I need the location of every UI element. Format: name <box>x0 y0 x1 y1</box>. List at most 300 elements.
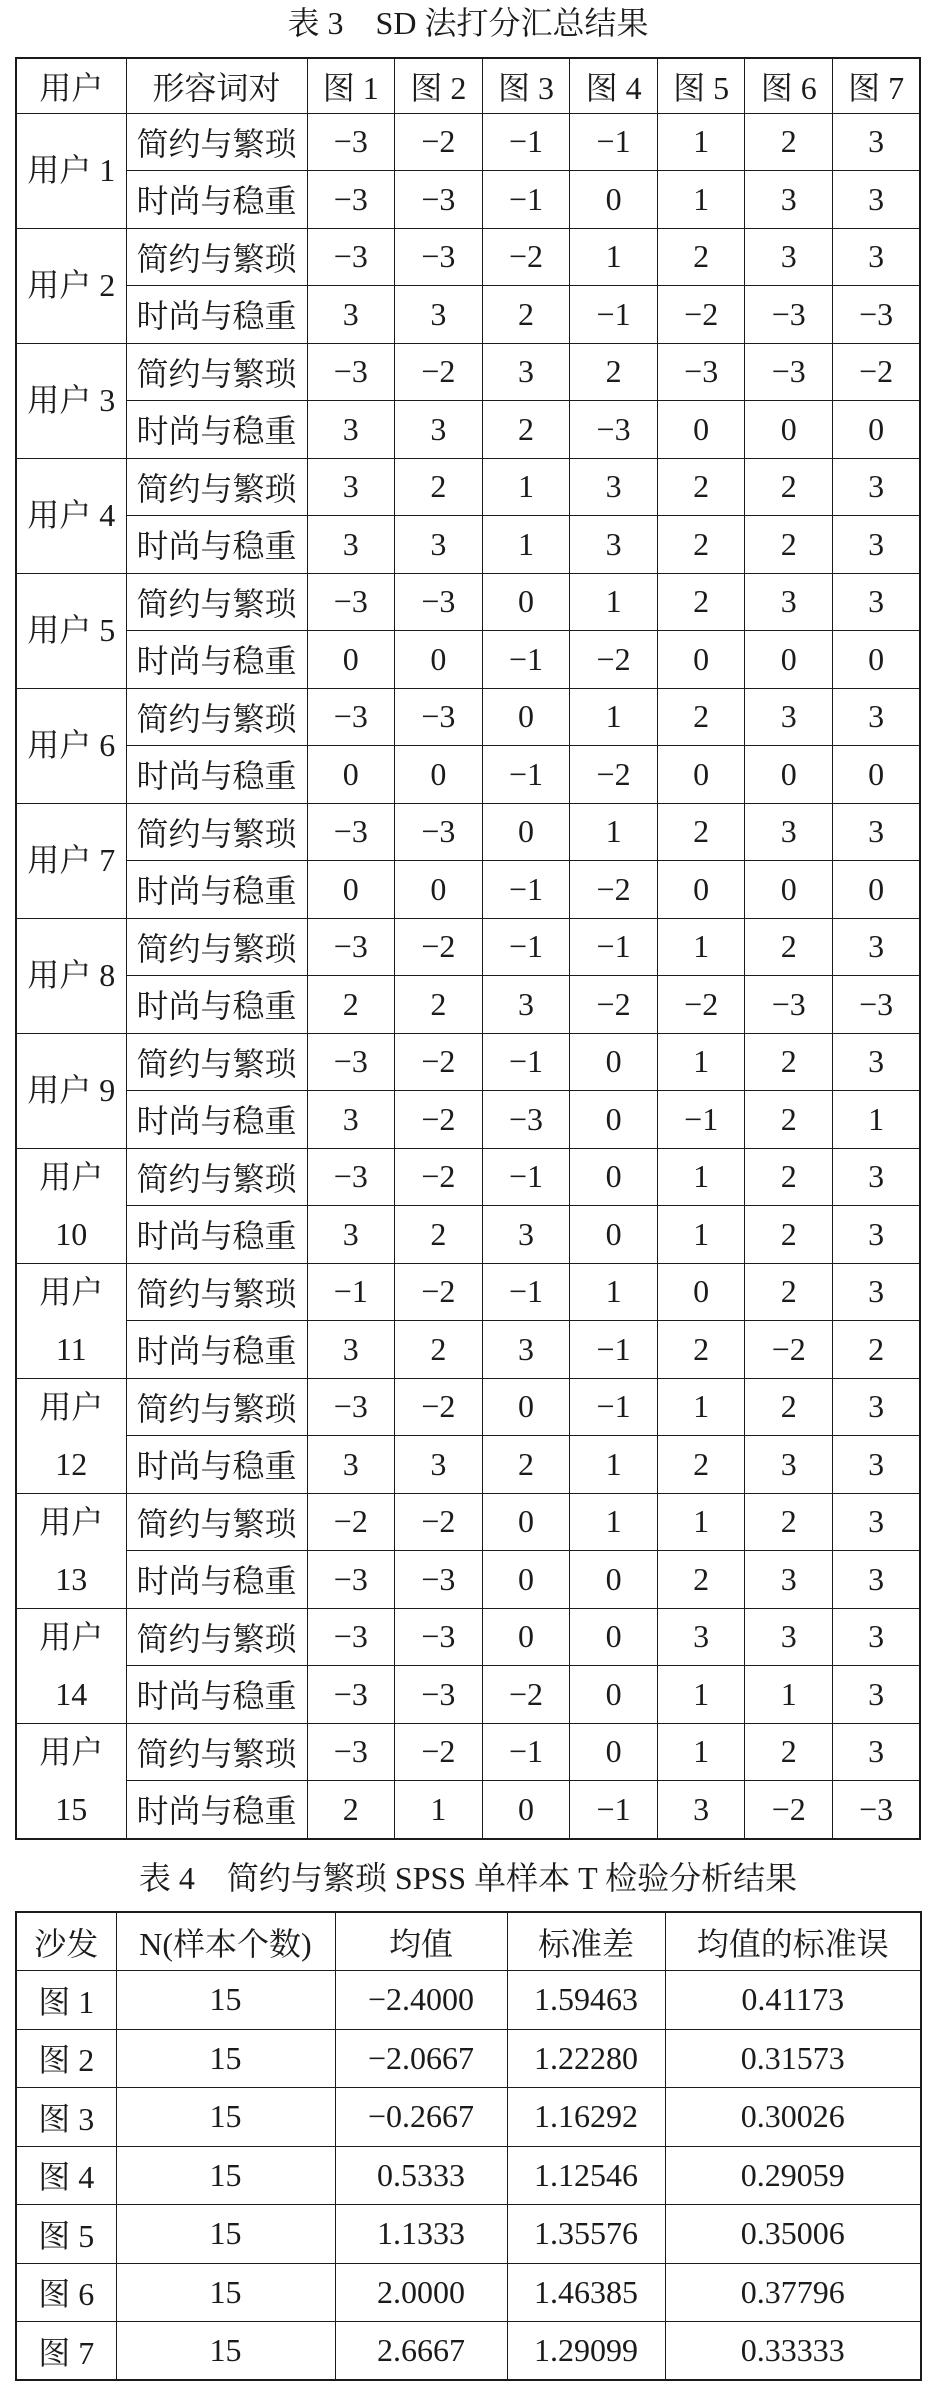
score-cell: 1 <box>657 1666 745 1724</box>
user-label: 用户 4 <box>27 497 116 533</box>
value-cell: 1.12546 <box>507 2146 665 2205</box>
score-cell: 3 <box>745 171 833 229</box>
adjective-pair-cell: 时尚与稳重 <box>126 1781 307 1839</box>
score-cell: 3 <box>482 1321 570 1379</box>
table-row <box>16 228 920 286</box>
score-cell: −2 <box>833 343 921 401</box>
score-cell: 0 <box>570 1148 658 1206</box>
score-cell: −3 <box>307 113 395 171</box>
score-cell: −1 <box>570 1378 658 1436</box>
user-label-cell <box>16 573 126 688</box>
adjective-pair-cell: 简约与繁琐 <box>126 918 307 976</box>
adjective-pair-cell: 简约与繁琐 <box>126 458 307 516</box>
score-cell: 0 <box>833 631 921 689</box>
user-label-cell <box>16 458 126 573</box>
adjective-pair-cell: 时尚与稳重 <box>126 861 307 919</box>
score-cell: −2 <box>395 918 483 976</box>
table-row <box>16 2263 921 2322</box>
score-cell: −3 <box>307 1666 395 1724</box>
value-cell: 0.5333 <box>335 2146 507 2205</box>
table-row <box>16 918 920 976</box>
score-cell: −3 <box>657 343 745 401</box>
value-cell: 0.37796 <box>665 2263 921 2322</box>
table-row <box>16 631 920 689</box>
adjective-pair-cell: 时尚与稳重 <box>126 401 307 459</box>
adjective-pair-cell: 简约与繁琐 <box>126 113 307 171</box>
score-cell: −2 <box>482 228 570 286</box>
table-row <box>16 401 920 459</box>
user-label-cell <box>16 113 126 228</box>
score-cell: −3 <box>833 976 921 1034</box>
score-cell: −2 <box>395 1091 483 1149</box>
value-cell: 0.29059 <box>665 2146 921 2205</box>
header-row <box>16 1912 921 1971</box>
score-cell: 0 <box>657 1263 745 1321</box>
adjective-pair-cell: 简约与繁琐 <box>126 1608 307 1666</box>
score-cell: −3 <box>307 343 395 401</box>
score-cell: −3 <box>395 573 483 631</box>
score-cell: −3 <box>307 803 395 861</box>
user-label-cell <box>16 1608 126 1723</box>
score-cell: −2 <box>570 861 658 919</box>
score-cell: −1 <box>570 113 658 171</box>
score-cell: 2 <box>745 516 833 574</box>
value-cell: 0.33333 <box>665 2322 921 2381</box>
table-row <box>16 2029 921 2088</box>
table-row <box>16 1378 920 1436</box>
value-cell: 0.41173 <box>665 1971 921 2030</box>
score-cell: 1 <box>657 1378 745 1436</box>
table3-body <box>16 113 920 1839</box>
adjective-pair-cell: 时尚与稳重 <box>126 631 307 689</box>
score-cell: 1 <box>482 458 570 516</box>
user-label: 用户 13 <box>39 1503 104 1597</box>
score-cell: 0 <box>570 1666 658 1724</box>
score-cell: 2 <box>833 1321 921 1379</box>
table4-header <box>16 1912 921 1971</box>
score-cell: −3 <box>307 1378 395 1436</box>
score-cell: 1 <box>570 1263 658 1321</box>
score-cell: 3 <box>833 573 921 631</box>
table-row <box>16 976 920 1034</box>
table-row <box>16 1148 920 1206</box>
score-cell: 2 <box>657 1436 745 1494</box>
user-label: 用户 3 <box>27 382 116 418</box>
score-cell: 2 <box>395 458 483 516</box>
score-cell: −1 <box>482 746 570 804</box>
score-cell: 0 <box>833 861 921 919</box>
score-cell: 0 <box>482 1781 570 1839</box>
score-cell: 0 <box>482 1551 570 1609</box>
score-cell: 1 <box>570 688 658 746</box>
score-cell: 1 <box>570 228 658 286</box>
score-cell: −1 <box>482 861 570 919</box>
score-cell: 1 <box>745 1666 833 1724</box>
table-row <box>16 1608 920 1666</box>
score-cell: 2 <box>745 1148 833 1206</box>
adjective-pair-cell: 时尚与稳重 <box>126 1436 307 1494</box>
user-label: 用户 2 <box>27 267 116 303</box>
score-cell: −3 <box>395 171 483 229</box>
score-cell: 3 <box>833 1723 921 1781</box>
value-cell: 15 <box>116 2205 335 2264</box>
score-cell: −3 <box>482 1091 570 1149</box>
score-cell: 3 <box>833 458 921 516</box>
score-cell: −3 <box>307 228 395 286</box>
score-cell: 3 <box>833 1033 921 1091</box>
score-cell: −2 <box>395 1263 483 1321</box>
score-cell: 0 <box>395 631 483 689</box>
score-cell: −2 <box>395 113 483 171</box>
score-cell: 3 <box>833 1206 921 1264</box>
table-row <box>16 113 920 171</box>
score-cell: 1 <box>657 171 745 229</box>
score-cell: 3 <box>395 516 483 574</box>
adjective-pair-cell: 简约与繁琐 <box>126 573 307 631</box>
column-header: 图 2 <box>395 58 483 113</box>
score-cell: 0 <box>657 746 745 804</box>
score-cell: 3 <box>833 803 921 861</box>
score-cell: 1 <box>570 803 658 861</box>
score-cell: 1 <box>657 113 745 171</box>
score-cell: 0 <box>570 1033 658 1091</box>
score-cell: −2 <box>745 1321 833 1379</box>
score-cell: 2 <box>657 1321 745 1379</box>
table-row <box>16 1263 920 1321</box>
column-header: 图 5 <box>657 58 745 113</box>
adjective-pair-cell: 简约与繁琐 <box>126 1378 307 1436</box>
score-cell: −1 <box>307 1263 395 1321</box>
score-cell: 1 <box>570 573 658 631</box>
score-cell: 3 <box>307 1321 395 1379</box>
score-cell: −2 <box>657 976 745 1034</box>
table-row <box>16 458 920 516</box>
score-cell: 2 <box>482 1436 570 1494</box>
value-cell: 15 <box>116 2088 335 2147</box>
score-cell: −3 <box>307 1033 395 1091</box>
score-cell: 1 <box>657 1148 745 1206</box>
score-cell: −3 <box>307 1608 395 1666</box>
score-cell: 3 <box>395 401 483 459</box>
score-cell: −3 <box>307 1551 395 1609</box>
score-cell: −2 <box>745 1781 833 1839</box>
score-cell: 2 <box>745 1723 833 1781</box>
score-cell: 2 <box>657 458 745 516</box>
score-cell: 2 <box>745 113 833 171</box>
score-cell: −1 <box>482 918 570 976</box>
score-cell: 0 <box>482 688 570 746</box>
value-cell: 1.59463 <box>507 1971 665 2030</box>
user-label: 用户 12 <box>39 1388 104 1482</box>
score-cell: 2 <box>395 1206 483 1264</box>
score-cell: 3 <box>745 1551 833 1609</box>
score-cell: 3 <box>395 1436 483 1494</box>
value-cell: 2.0000 <box>335 2263 507 2322</box>
table-row <box>16 2322 921 2381</box>
value-cell: 15 <box>116 2263 335 2322</box>
score-cell: 3 <box>570 516 658 574</box>
score-cell: 3 <box>833 516 921 574</box>
score-cell: −1 <box>482 171 570 229</box>
score-cell: 0 <box>395 861 483 919</box>
score-cell: 3 <box>833 113 921 171</box>
score-cell: 0 <box>745 746 833 804</box>
value-cell: 0.30026 <box>665 2088 921 2147</box>
score-cell: 0 <box>482 803 570 861</box>
score-cell: 2 <box>570 343 658 401</box>
score-cell: −1 <box>570 918 658 976</box>
column-header: 标准差 <box>507 1912 665 1971</box>
table-row <box>16 1206 920 1264</box>
score-cell: 2 <box>307 1781 395 1839</box>
adjective-pair-cell: 简约与繁琐 <box>126 228 307 286</box>
score-cell: 2 <box>657 228 745 286</box>
user-label-cell <box>16 228 126 343</box>
sofa-label-cell: 图 5 <box>16 2205 116 2264</box>
score-cell: 1 <box>657 1493 745 1551</box>
score-cell: 0 <box>307 631 395 689</box>
table4-body <box>16 1971 921 2381</box>
table-row <box>16 2205 921 2264</box>
column-header: 图 3 <box>482 58 570 113</box>
adjective-pair-cell: 时尚与稳重 <box>126 976 307 1034</box>
score-cell: 3 <box>833 1436 921 1494</box>
user-label-cell <box>16 803 126 918</box>
score-cell: 3 <box>833 1148 921 1206</box>
adjective-pair-cell: 时尚与稳重 <box>126 1091 307 1149</box>
score-cell: −2 <box>395 1378 483 1436</box>
user-label-cell <box>16 1493 126 1608</box>
sofa-label-cell: 图 6 <box>16 2263 116 2322</box>
column-header: 图 6 <box>745 58 833 113</box>
score-cell: −3 <box>395 1666 483 1724</box>
score-cell: −1 <box>482 1263 570 1321</box>
score-cell: −1 <box>570 286 658 344</box>
table-row <box>16 1033 920 1091</box>
score-cell: −3 <box>745 976 833 1034</box>
score-cell: −3 <box>395 1608 483 1666</box>
score-cell: 3 <box>745 1436 833 1494</box>
score-cell: −3 <box>307 573 395 631</box>
user-label: 用户 5 <box>27 612 116 648</box>
table-row <box>16 688 920 746</box>
value-cell: −0.2667 <box>335 2088 507 2147</box>
table-row <box>16 1321 920 1379</box>
column-header: 均值 <box>335 1912 507 1971</box>
score-cell: 2 <box>657 688 745 746</box>
table-row <box>16 1723 920 1781</box>
score-cell: 3 <box>570 458 658 516</box>
table-row <box>16 803 920 861</box>
score-cell: 1 <box>833 1091 921 1149</box>
score-cell: −1 <box>570 1321 658 1379</box>
score-cell: −1 <box>482 113 570 171</box>
table-row <box>16 343 920 401</box>
table-row <box>16 746 920 804</box>
score-cell: 3 <box>745 573 833 631</box>
table-row <box>16 1551 920 1609</box>
table-row <box>16 516 920 574</box>
user-label-cell <box>16 1263 126 1378</box>
score-cell: 0 <box>570 1091 658 1149</box>
score-cell: 0 <box>482 1493 570 1551</box>
score-cell: 0 <box>657 401 745 459</box>
column-header: 图 7 <box>833 58 921 113</box>
score-cell: 0 <box>745 401 833 459</box>
score-cell: 0 <box>833 401 921 459</box>
score-cell: −2 <box>395 1148 483 1206</box>
adjective-pair-cell: 简约与繁琐 <box>126 1033 307 1091</box>
user-label: 用户 11 <box>39 1273 104 1367</box>
score-cell: 2 <box>657 1551 745 1609</box>
adjective-pair-cell: 时尚与稳重 <box>126 1206 307 1264</box>
score-cell: 2 <box>745 458 833 516</box>
score-cell: 3 <box>657 1608 745 1666</box>
score-cell: 2 <box>657 803 745 861</box>
adjective-pair-cell: 简约与繁琐 <box>126 1723 307 1781</box>
score-cell: 2 <box>307 976 395 1034</box>
user-label-cell <box>16 1378 126 1493</box>
table4-caption: 表 4 简约与繁琐 SPSS 单样本 T 检验分析结果 <box>138 1860 798 1896</box>
score-cell: 3 <box>307 401 395 459</box>
column-header: 用户 <box>16 58 126 113</box>
column-header: 图 1 <box>307 58 395 113</box>
value-cell: 15 <box>116 1971 335 2030</box>
sofa-label-cell: 图 7 <box>16 2322 116 2381</box>
score-cell: −3 <box>833 286 921 344</box>
score-cell: 0 <box>307 861 395 919</box>
score-cell: 2 <box>745 918 833 976</box>
table-row <box>16 861 920 919</box>
table-row <box>16 1493 920 1551</box>
score-cell: −3 <box>307 918 395 976</box>
score-cell: 1 <box>657 1033 745 1091</box>
score-cell: 3 <box>833 688 921 746</box>
sofa-label-cell: 图 1 <box>16 1971 116 2030</box>
score-cell: 3 <box>833 918 921 976</box>
adjective-pair-cell: 简约与繁琐 <box>126 803 307 861</box>
score-cell: 2 <box>745 1091 833 1149</box>
score-cell: 3 <box>657 1781 745 1839</box>
score-cell: 0 <box>482 1608 570 1666</box>
score-cell: 1 <box>570 1436 658 1494</box>
table-row <box>16 2088 921 2147</box>
score-cell: 3 <box>833 1263 921 1321</box>
score-cell: 0 <box>482 1378 570 1436</box>
score-cell: 3 <box>833 1608 921 1666</box>
score-cell: 3 <box>307 1206 395 1264</box>
score-cell: 0 <box>570 1723 658 1781</box>
adjective-pair-cell: 时尚与稳重 <box>126 746 307 804</box>
score-cell: −3 <box>307 171 395 229</box>
user-label: 用户 9 <box>27 1072 116 1108</box>
score-cell: −2 <box>395 1723 483 1781</box>
score-cell: 3 <box>307 1436 395 1494</box>
table-row <box>16 1666 920 1724</box>
score-cell: 2 <box>395 1321 483 1379</box>
score-cell: 1 <box>570 1493 658 1551</box>
score-cell: 3 <box>482 976 570 1034</box>
value-cell: 0.31573 <box>665 2029 921 2088</box>
score-cell: 0 <box>745 861 833 919</box>
sofa-label-cell: 图 2 <box>16 2029 116 2088</box>
score-cell: −3 <box>570 401 658 459</box>
user-label: 用户 7 <box>27 842 116 878</box>
score-cell: 3 <box>833 171 921 229</box>
score-cell: 3 <box>745 688 833 746</box>
score-cell: 3 <box>833 1493 921 1551</box>
score-cell: −1 <box>482 1033 570 1091</box>
score-cell: −2 <box>570 976 658 1034</box>
adjective-pair-cell: 简约与繁琐 <box>126 1263 307 1321</box>
t-test-result-table <box>15 1911 922 2381</box>
score-cell: 3 <box>745 803 833 861</box>
score-cell: 3 <box>307 458 395 516</box>
score-cell: 2 <box>482 286 570 344</box>
table-row <box>16 1781 920 1839</box>
score-cell: −3 <box>395 688 483 746</box>
score-cell: 0 <box>482 573 570 631</box>
score-cell: 0 <box>307 746 395 804</box>
value-cell: 1.22280 <box>507 2029 665 2088</box>
score-cell: −2 <box>395 1493 483 1551</box>
score-cell: −1 <box>482 1148 570 1206</box>
score-cell: 3 <box>307 1091 395 1149</box>
column-header: 图 4 <box>570 58 658 113</box>
score-cell: 2 <box>482 401 570 459</box>
user-label: 用户 8 <box>27 957 116 993</box>
adjective-pair-cell: 简约与繁琐 <box>126 1493 307 1551</box>
sofa-label-cell: 图 4 <box>16 2146 116 2205</box>
score-cell: 1 <box>657 1723 745 1781</box>
user-label-cell <box>16 918 126 1033</box>
value-cell: −2.4000 <box>335 1971 507 2030</box>
adjective-pair-cell: 时尚与稳重 <box>126 1321 307 1379</box>
value-cell: 15 <box>116 2146 335 2205</box>
score-cell: −2 <box>570 631 658 689</box>
table-row <box>16 1436 920 1494</box>
user-label: 用户 6 <box>27 727 116 763</box>
table-row <box>16 573 920 631</box>
table3-header <box>16 58 920 113</box>
adjective-pair-cell: 简约与繁琐 <box>126 688 307 746</box>
adjective-pair-cell: 时尚与稳重 <box>126 286 307 344</box>
user-label: 用户 15 <box>39 1733 104 1827</box>
score-cell: 3 <box>833 228 921 286</box>
score-cell: −3 <box>307 1723 395 1781</box>
score-cell: 2 <box>745 1493 833 1551</box>
value-cell: 1.29099 <box>507 2322 665 2381</box>
user-label: 用户 1 <box>27 152 116 188</box>
user-label-cell <box>16 1148 126 1263</box>
table-row <box>16 2146 921 2205</box>
score-cell: 3 <box>395 286 483 344</box>
score-cell: 2 <box>657 516 745 574</box>
score-cell: 2 <box>745 1378 833 1436</box>
score-cell: 0 <box>570 1608 658 1666</box>
score-cell: 3 <box>482 1206 570 1264</box>
user-label: 用户 10 <box>39 1158 104 1252</box>
score-cell: −1 <box>657 1091 745 1149</box>
score-cell: 3 <box>833 1551 921 1609</box>
score-cell: 3 <box>833 1378 921 1436</box>
score-cell: −1 <box>482 631 570 689</box>
value-cell: 1.16292 <box>507 2088 665 2147</box>
adjective-pair-cell: 时尚与稳重 <box>126 516 307 574</box>
sd-score-summary-table <box>15 57 921 1840</box>
score-cell: −1 <box>570 1781 658 1839</box>
score-cell: −3 <box>395 228 483 286</box>
